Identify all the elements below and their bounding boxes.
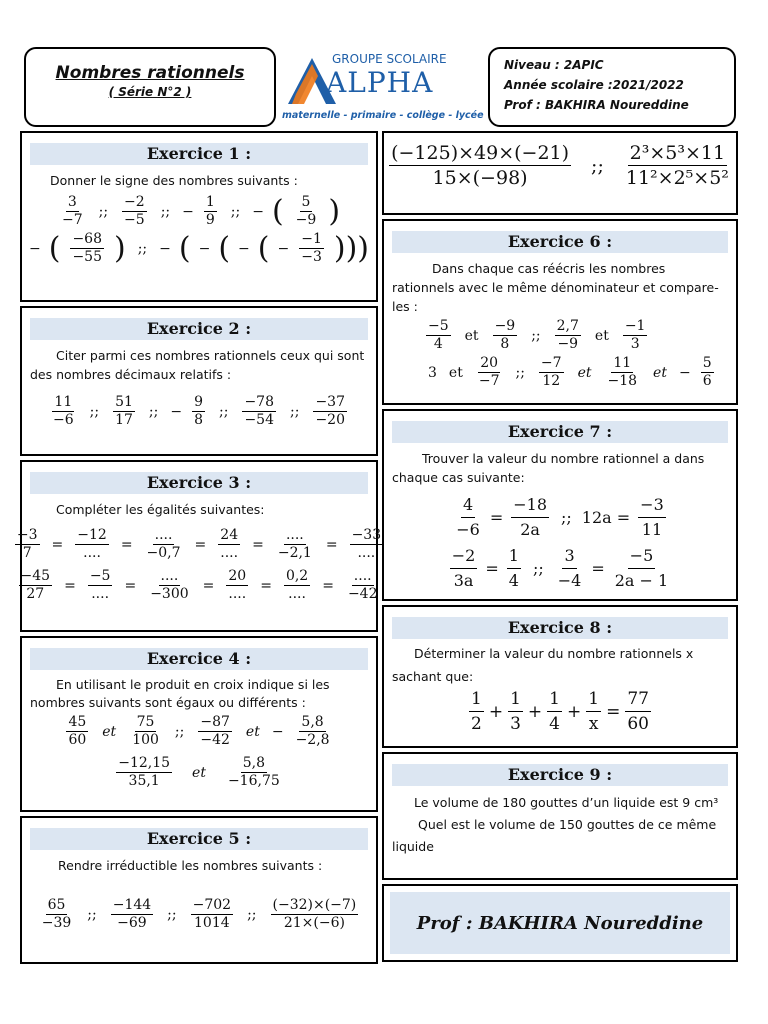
signature-box <box>382 884 738 962</box>
fraction: $\frac{-78}{-54}$ <box>244 394 274 428</box>
info-box <box>488 47 736 127</box>
page-title: Nombres rationnels <box>55 63 245 83</box>
fraction: $\frac{1}{9}$ <box>205 194 215 228</box>
exercise-2-title: Exercice 2 : <box>30 318 368 340</box>
fraction: $\frac{1}{4}$ <box>549 689 560 734</box>
fraction: $\frac{77}{60}$ <box>627 689 649 734</box>
signature-text: Prof : BAKHIRA Noureddine <box>416 912 704 934</box>
exercise-5-title: Exercice 5 : <box>30 828 368 850</box>
exercise-6-row-1: $\frac{-5}{4}$ et $\frac{-9}{8}$ ;; $\frac{2,7}{-9}$ et $\frac{-1}{3}$ <box>428 318 646 352</box>
exercise-9-line-2: Quel est le volume de 150 gouttes de ce même liquide <box>392 817 717 854</box>
exercise-3 <box>16 460 382 632</box>
title-box <box>24 47 276 127</box>
fraction: $\frac{5,8}{-16,75}$ <box>227 755 280 789</box>
fraction: $\frac{0,2}{....}$ <box>285 568 309 602</box>
fraction: $\frac{-3}{11}$ <box>640 495 664 539</box>
fraction: $\frac{1}{4}$ <box>508 546 519 590</box>
fraction: $\frac{-87}{-42}$ <box>200 714 230 748</box>
fraction: $\frac{3}{-7}$ <box>61 194 83 228</box>
fraction: $\frac{-12}{....}$ <box>77 527 107 561</box>
exercise-1-title: Exercice 1 : <box>30 143 368 165</box>
exercise-7 <box>382 409 738 601</box>
fraction: $\frac{-7}{12}$ <box>540 355 562 389</box>
fraction: $\frac{-144}{-69}$ <box>112 897 152 931</box>
exercise-4-row-1: $\frac{45}{60}$ et $\frac{75}{100}$ ;; $\frac{-87}{-42}$ et − $\frac{5,8}{-2,8}$ <box>68 714 330 748</box>
logo-levels-text: maternelle - primaire - collège - lycée <box>282 110 484 121</box>
fraction: $\frac{....}{-2,1}$ <box>277 527 312 561</box>
exercise-8 <box>382 605 738 748</box>
fraction: $\frac{20}{....}$ <box>228 568 247 602</box>
logo-name-text: ALPHA <box>326 66 434 99</box>
fraction: $\frac{....}{-42}$ <box>347 568 378 602</box>
fraction: $\frac{-5}{....}$ <box>89 568 111 602</box>
exercise-6 <box>382 219 738 405</box>
exercise-8-title: Exercice 8 : <box>392 617 728 639</box>
fraction: $\frac{1}{3}$ <box>510 689 521 734</box>
exercise-1 <box>20 131 378 302</box>
school-logo <box>280 48 484 128</box>
fraction: $\frac{1}{2}$ <box>471 689 482 734</box>
fraction: $\frac{9}{8}$ <box>194 394 204 428</box>
exercise-4-row-2: $\frac{-12,15}{35,1}$ et $\frac{5,8}{-16,75}$ <box>118 755 280 789</box>
exercise-8-equation: $\frac{1}{2}$ + $\frac{1}{3}$ + $\frac{1}{4}$ + $\frac{1}{x}$ = $\frac{77}{60}$ <box>471 689 649 734</box>
signature-band <box>390 892 730 954</box>
fraction: $\frac{2,7}{-9}$ <box>556 318 579 352</box>
fraction: $\frac{5,8}{-2,8}$ <box>295 714 330 748</box>
exercise-7-title: Exercice 7 : <box>392 421 728 443</box>
exercise-4-title: Exercice 4 : <box>30 648 368 670</box>
exercise-5 <box>20 816 378 964</box>
fraction: $\frac{1}{x}$ <box>588 689 600 734</box>
fraction: $\frac{-18}{2a}$ <box>513 495 547 539</box>
exercise-5-continued <box>382 131 738 215</box>
exercise-9-line-1: Le volume de 180 gouttes d’un liquide est 9 cm³ <box>414 795 719 810</box>
exercise-4-text: En utilisant le produit en croix indique si les nombres suivants sont égaux ou différents : <box>30 677 330 710</box>
exercise-3-title: Exercice 3 : <box>30 472 368 494</box>
exercise-6-title: Exercice 6 : <box>392 231 728 253</box>
exercise-5-text: Rendre irréductible les nombres suivants : <box>58 858 323 873</box>
exercise-4 <box>20 636 378 812</box>
annee-label: Année scolaire :2021/2022 <box>504 78 684 92</box>
exercise-2 <box>20 306 378 456</box>
fraction: $\frac{....}{-300}$ <box>150 568 189 602</box>
exercise-5-row: $\frac{65}{-39}$ ;; $\frac{-144}{-69}$ ;; $\frac{-702}{1014}$ ;; $\frac{(-32)\times(-7)}{21\times(-6)}$ <box>41 897 357 931</box>
fraction: $\frac{-702}{1014}$ <box>192 897 232 931</box>
exercise-1-text: Donner le signe des nombres suivants : <box>50 173 298 188</box>
exercise-3-row-2: $\frac{-45}{27}$ = $\frac{-5}{....}$ = $\frac{....}{-300}$ = $\frac{20}{....}$ = $\frac{0,2}{....}$ = $\frac{....}{-42}$ <box>20 568 378 602</box>
exercise-2-text: Citer parmi ces nombres rationnels ceux qui sont des nombres décimaux relatifs : <box>30 348 365 382</box>
series-label: ( Série N°2 ) <box>108 85 192 99</box>
fraction: $\frac{\text{2³×5³×11}}{\text{11²×2⁵×5²}}$ <box>625 142 729 189</box>
fraction: $\frac{4}{-6}$ <box>456 495 480 539</box>
exercise-5-continued-row: $\frac{(-125)\times 49\times(-21)}{15\times(-98)}$ ;; $\frac{\text{2³×5³×11}}{\text{11²×2⁵×5²}}$ <box>391 142 729 189</box>
logo-group-text: GROUPE SCOLAIRE <box>332 52 447 66</box>
fraction: $\frac{-2}{3a}$ <box>451 546 476 590</box>
prof-label: Prof : BAKHIRA Noureddine <box>504 98 689 112</box>
fraction: $\frac{24}{....}$ <box>220 527 239 561</box>
fraction: $\frac{-5}{4}$ <box>428 318 449 352</box>
fraction: $\frac{-33}{....}$ <box>351 527 382 561</box>
fraction: $\frac{-1}{-3}$ <box>301 231 322 265</box>
fraction: $\frac{45}{60}$ <box>68 714 87 748</box>
fraction: $\frac{51}{17}$ <box>115 394 133 428</box>
fraction: $\frac{65}{-39}$ <box>41 897 72 931</box>
exercise-7-text: Trouver la valeur du nombre rationnel a dans chaque cas suivante: <box>392 451 705 485</box>
exercise-7-row-1: $\frac{4}{-6}$ = $\frac{-18}{2a}$ ;; 12a = $\frac{-3}{11}$ <box>384 493 736 542</box>
exercise-8-text-2: sachant que: <box>392 669 474 684</box>
exercise-6-text: Dans chaque cas réécris les nombres rationnels avec le même dénominateur et compare-les : <box>392 261 719 314</box>
exercise-1-row-2: − ( $\frac{-68}{-55}$ ) ;; − ( − ( − ( − $\frac{-1}{-3}$ ))) <box>28 230 369 266</box>
fraction: $\frac{-68}{-55}$ <box>72 231 102 265</box>
exercise-9 <box>382 752 738 880</box>
exercise-7-row-2: $\frac{-2}{3a}$ = $\frac{1}{4}$ ;; $\frac{3}{-4}$ = $\frac{-5}{2a - 1}$ <box>384 544 736 593</box>
fraction: $\frac{-45}{27}$ <box>20 568 51 602</box>
fraction: $\frac{75}{100}$ <box>132 714 159 748</box>
fraction: $\frac{-3}{7}$ <box>16 527 38 561</box>
fraction: $\frac{5}{-9}$ <box>295 194 317 228</box>
fraction: $\frac{-2}{-5}$ <box>124 194 145 228</box>
fraction: $\frac{5}{6}$ <box>702 355 712 389</box>
fraction: $\frac{....}{-0,7}$ <box>146 527 181 561</box>
fraction: $\frac{11}{-18}$ <box>607 355 638 389</box>
exercise-1-row-1: $\frac{3}{-7}$ ;; $\frac{-2}{-5}$ ;; − $\frac{1}{9}$ ;; − ( $\frac{5}{-9}$ ) <box>61 193 341 229</box>
exercise-9-title: Exercice 9 : <box>392 764 728 786</box>
exercise-3-row-1: $\frac{-3}{7}$ = $\frac{-12}{....}$ = $\frac{....}{-0,7}$ = $\frac{24}{....}$ = $\frac{....}{-2,1}$ = $\frac{-33}{....}$ <box>16 527 382 561</box>
fraction: $\frac{-12,15}{35,1}$ <box>118 755 171 789</box>
fraction: $\frac{(-32)\times(-7)}{21\times(-6)}$ <box>272 897 357 931</box>
fraction: $\frac{11}{-6}$ <box>53 394 74 428</box>
fraction: $\frac{20}{-7}$ <box>478 355 500 389</box>
fraction: $\frac{-5}{2a - 1}$ <box>614 546 669 590</box>
exercise-8-text-1: Déterminer la valeur du nombre rationnels x <box>414 646 694 661</box>
niveau-label: Niveau : 2APIC <box>504 58 604 72</box>
fraction: $\frac{-37}{-20}$ <box>315 394 345 428</box>
fraction: $\frac{(-125)\times 49\times(-21)}{15\times(-98)}$ <box>391 142 570 189</box>
exercise-6-row-2: 3 et $\frac{20}{-7}$ ;; $\frac{-7}{12}$ et $\frac{11}{-18}$ et − $\frac{5}{6}$ <box>428 355 712 389</box>
fraction: $\frac{3}{-4}$ <box>557 546 582 590</box>
exercise-3-text: Compléter les égalités suivantes: <box>56 502 265 517</box>
fraction: $\frac{-1}{3}$ <box>624 318 646 352</box>
exercise-2-row: $\frac{11}{-6}$ ;; $\frac{51}{17}$ ;; − $\frac{9}{8}$ ;; $\frac{-78}{-54}$ ;; $\frac{-37}{-20}$ <box>53 394 345 428</box>
fraction: $\frac{-9}{8}$ <box>494 318 516 352</box>
